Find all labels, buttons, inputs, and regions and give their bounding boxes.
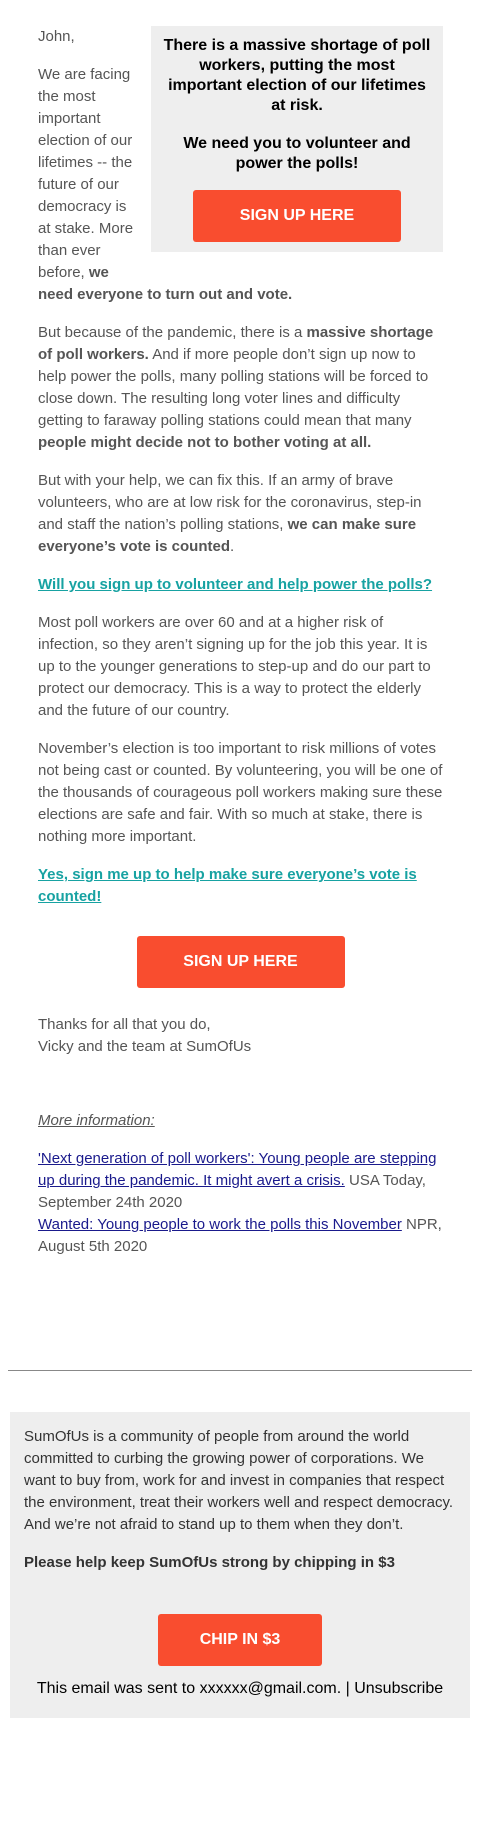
divider [8,1370,472,1371]
signup-me-link[interactable]: Yes, sign me up to help make sure everyone’s vote is counted! [38,866,417,905]
paragraph-shortage-bold-a: massive shortage of poll workers. [38,324,434,363]
paragraph-risk: Most poll workers are over 60 and at a higher risk of infection, so they aren’t signing up for the job this year. It is up to the younger generations to step-up and do our part to protect our democracy. This is a way to protect the elderly and the future of our country. [38,614,431,719]
footer-about: SumOfUs is a community of people from around the world committed to curbing the growing power of corporations. We want to buy from, work for and invest in companies that respect the environment, treat their workers well and respect democracy. And we’re not afraid to stand up to them when they don’t. [24,1428,454,1533]
signature-line: Vicky and the team at SumOfUs [38,1038,252,1055]
paragraph-shortage [38,322,443,454]
paragraph-fix [38,470,443,558]
reference-usa-today [38,1148,443,1214]
footer-box [10,1412,470,1718]
paragraph-fix-text: But with your help, we can fix this. If an army of brave volunteers, who are at low risk for the coronavirus, step-in and staff the nation’s polling stations, [38,472,422,533]
greeting: John, [38,28,75,45]
callout-text-volunteer: We need you to volunteer and power the polls! [183,135,411,172]
sent-notice: This email was sent to xxxxxx@gmail.com. | Unsubscribe [36,1680,444,1697]
paragraph-intro-bold: we need everyone to turn out and vote. [38,264,293,303]
paragraph-fix-period: . [230,538,235,555]
reference-usa-today-link[interactable]: 'Next generation of poll workers': Young people are stepping up during the pandemic. It might avert a crisis. [38,1150,437,1189]
chip-in-row [24,1614,456,1666]
paragraph-election: November’s election is too important to risk millions of votes not being cast or counted. By volunteering, you will be one of the thousands of courageous poll workers making sure these elections are safe and fair. With so much at stake, there is nothing more important. [38,740,443,845]
paragraph-shortage-bold-b: people might decide not to bother voting at all. [38,434,372,451]
signup-button-row [38,936,443,988]
footer-appeal: Please help keep SumOfUs strong by chipping in $3 [24,1554,395,1571]
reference-npr-source: NPR, August 5th 2020 [38,1216,442,1255]
callout-box [151,26,443,252]
callout-text-shortage: There is a massive shortage of poll workers, putting the most important election of our lifetimes at risk. [163,37,431,114]
chip-in-button[interactable]: CHIP IN $3 [158,1614,322,1666]
reference-npr [38,1214,443,1258]
volunteer-link[interactable]: Will you sign up to volunteer and help power the polls? [38,576,433,593]
reference-usa-today-source: USA Today, September 24th 2020 [38,1172,426,1211]
signup-button-top[interactable]: SIGN UP HERE [193,190,401,242]
thanks-line: Thanks for all that you do, [38,1016,211,1033]
more-info-heading: More information: [38,1112,155,1129]
paragraph-shortage-text-b: And if more people don’t sign up now to help power the polls, many polling stations will be forced to close down. The resulting long voter lines and difficulty getting to faraway polling stations could mean that many [38,346,429,429]
signup-button-middle[interactable]: SIGN UP HERE [137,936,345,988]
reference-npr-link[interactable]: Wanted: Young people to work the polls this November [38,1216,402,1233]
paragraph-fix-bold: we can make sure everyone’s vote is counted [38,516,417,555]
email-body [38,0,443,1258]
paragraph-intro-text: We are facing the most important election of our lifetimes -- the future of our democracy is at stake. More than ever before, [38,66,134,281]
paragraph-shortage-text-a: But because of the pandemic, there is a [38,324,307,341]
